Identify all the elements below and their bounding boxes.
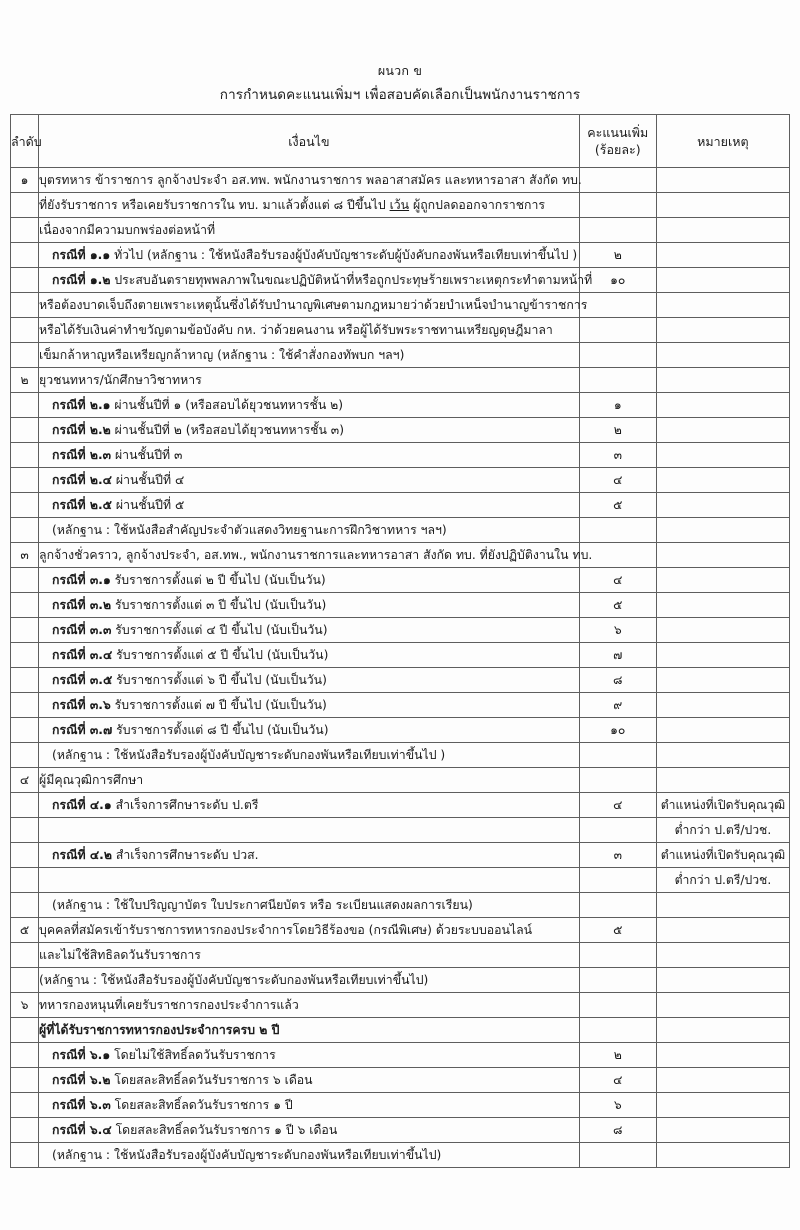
condition-text: โดยไม่ใช้สิทธิ์ลดวันรับราชการ (110, 1047, 276, 1062)
condition-cell (39, 818, 580, 843)
condition-text-underlined: เว้น (389, 197, 410, 212)
note-cell (656, 618, 789, 643)
condition-text: ทั่วไป (หลักฐาน : ใช้หนังสือรับรองผู้บังคับบัญชาระดับผู้บังคับกองพันหรือเทียบเท่าขึ้นไป ) (110, 247, 578, 262)
table-row (11, 1043, 790, 1068)
document-header (0, 0, 800, 105)
score-cell (579, 943, 656, 968)
row-number-cell (11, 718, 39, 743)
condition-case-label: กรณีที่ ๖.๑ (52, 1047, 111, 1062)
condition-cell (39, 593, 580, 618)
note-cell (656, 243, 789, 268)
condition-cell (39, 968, 580, 993)
row-number-cell (11, 318, 39, 343)
note-cell (656, 168, 789, 193)
note-cell (656, 768, 789, 793)
condition-text: และไม่ใช้สิทธิลดวันรับราชการ (39, 947, 201, 962)
condition-text-post: ผู้ถูกปลดออกจากราชการ (409, 197, 546, 212)
score-cell: ๖ (579, 618, 656, 643)
condition-cell (39, 268, 593, 293)
column-header-condition: เงื่อนไข (39, 115, 580, 168)
table-row (11, 218, 790, 243)
condition-text: ประสบอันตรายทุพพลภาพในขณะปฏิบัติหน้าที่หรือถูกประทุษร้ายเพราะเหตุกระทำตามหน้าที่ (110, 272, 593, 287)
table-row (11, 918, 790, 943)
condition-text: รับราชการตั้งแต่ ๘ ปี ขึ้นไป (นับเป็นวัน) (112, 722, 329, 737)
table-row (11, 518, 790, 543)
score-cell: ๒ (579, 1043, 656, 1068)
condition-case-label: กรณีที่ ๖.๔ (52, 1122, 112, 1137)
score-cell: ๒ (579, 243, 656, 268)
row-number-cell (11, 193, 39, 218)
table-row (11, 493, 790, 518)
condition-text: บุคคลที่สมัครเข้ารับราชการทหารกองประจำการโดยวิธีร้องขอ (กรณีพิเศษ) ด้วยระบบออนไลน์ (39, 922, 533, 937)
condition-text: บุตรทหาร ข้าราชการ ลูกจ้างประจำ อส.ทพ. พนักงานราชการ พลอาสาสมัคร และทหารอาสา สังกัด ทบ. (39, 172, 582, 187)
score-cell: ๔ (579, 793, 656, 818)
condition-text: (หลักฐาน : ใช้หนังสือรับรองผู้บังคับบัญชาระดับกองพันหรือเทียบเท่าขึ้นไป) (39, 972, 429, 987)
score-cell: ๕ (579, 493, 656, 518)
table-row (11, 693, 790, 718)
scoring-criteria-table (10, 114, 790, 1168)
condition-cell (39, 843, 580, 868)
condition-cell (39, 468, 580, 493)
score-cell: ๑ (579, 393, 656, 418)
score-cell (579, 343, 656, 368)
condition-case-label: กรณีที่ ๖.๓ (52, 1097, 111, 1112)
condition-case-label: กรณีที่ ๑.๑ (52, 247, 111, 262)
score-cell (579, 818, 656, 843)
condition-cell (39, 868, 580, 893)
table-row (11, 268, 790, 293)
condition-cell (39, 343, 580, 368)
condition-case-label: กรณีที่ ๑.๒ (52, 272, 111, 287)
row-number-cell (11, 393, 39, 418)
row-number-cell (11, 668, 39, 693)
condition-cell (39, 368, 580, 393)
table-row (11, 443, 790, 468)
score-cell (579, 218, 656, 243)
condition-text: เนื่องจากมีความบกพร่องต่อหน้าที่ (39, 222, 216, 237)
column-header-score-line2: (ร้อยละ) (594, 142, 641, 157)
row-number-cell (11, 818, 39, 843)
row-number-cell (11, 643, 39, 668)
row-number-cell (11, 518, 39, 543)
condition-case-label: กรณีที่ ๓.๒ (52, 597, 112, 612)
table-row (11, 743, 790, 768)
condition-cell (39, 193, 580, 218)
row-number-cell (11, 568, 39, 593)
score-cell: ๗ (579, 643, 656, 668)
table-row (11, 468, 790, 493)
condition-cell (39, 693, 580, 718)
condition-text: รับราชการตั้งแต่ ๕ ปี ขึ้นไป (นับเป็นวัน) (112, 647, 329, 662)
condition-text: โดยสละสิทธิ์ลดวันรับราชการ ๑ ปี (110, 1097, 293, 1112)
table-row (11, 1143, 790, 1168)
score-cell: ๔ (579, 1068, 656, 1093)
condition-text: โดยสละสิทธิ์ลดวันรับราชการ ๖ เดือน (110, 1072, 313, 1087)
condition-text: (หลักฐาน : ใช้หนังสือรับรองผู้บังคับบัญชาระดับกองพันหรือเทียบเท่าขึ้นไป) (52, 1147, 442, 1162)
condition-text: ผ่านชั้นปีที่ ๕ (111, 497, 185, 512)
condition-text: หรือได้รับเงินค่าทำขวัญตามข้อบังคับ กห. ว่าด้วยคนงาน หรือผู้ได้รับพระราชทานเหรียญดุษฎีมาลา (39, 322, 553, 337)
score-cell: ๘ (579, 1118, 656, 1143)
condition-text: รับราชการตั้งแต่ ๖ ปี ขึ้นไป (นับเป็นวัน) (112, 672, 327, 687)
table-row (11, 768, 790, 793)
note-cell (656, 743, 789, 768)
table-row (11, 593, 790, 618)
condition-case-label: กรณีที่ ๒.๔ (52, 472, 112, 487)
condition-text: สำเร็จการศึกษาระดับ ปวส. (111, 847, 259, 862)
score-cell (579, 868, 656, 893)
row-number-cell (11, 418, 39, 443)
condition-case-label: กรณีที่ ๔.๑ (52, 797, 112, 812)
row-number-cell (11, 443, 39, 468)
note-cell (656, 493, 789, 518)
condition-case-label: กรณีที่ ๓.๔ (52, 647, 113, 662)
condition-cell (39, 718, 580, 743)
score-cell (579, 368, 656, 393)
condition-cell (39, 418, 580, 443)
condition-case-label: กรณีที่ ๓.๗ (52, 722, 113, 737)
row-number-cell (11, 793, 39, 818)
condition-case-label: กรณีที่ ๓.๕ (52, 672, 113, 687)
condition-cell (39, 243, 580, 268)
table-row (11, 1118, 790, 1143)
note-cell (656, 918, 789, 943)
row-number-cell (11, 618, 39, 643)
column-header-note: หมายเหตุ (656, 115, 789, 168)
condition-cell (39, 943, 580, 968)
table-row (11, 193, 790, 218)
row-number-cell (11, 693, 39, 718)
condition-text: ลูกจ้างชั่วคราว, ลูกจ้างประจำ, อส.ทพ., พนักงานราชการและทหารอาสา สังกัด ทบ. ที่ยังปฏิบัติงานใน ทบ. (39, 547, 593, 562)
row-number-cell (11, 468, 39, 493)
condition-cell (39, 218, 580, 243)
row-number-cell: ๕ (11, 918, 39, 943)
table-row (11, 643, 790, 668)
condition-text: รับราชการตั้งแต่ ๗ ปี ขึ้นไป (นับเป็นวัน) (110, 697, 327, 712)
table-row (11, 318, 790, 343)
row-number-cell (11, 268, 39, 293)
score-cell (579, 1018, 656, 1043)
condition-text: ผ่านชั้นปีที่ ๑ (หรือสอบได้ยุวชนทหารชั้น ๒) (110, 397, 344, 412)
condition-cell (39, 618, 580, 643)
condition-case-label: กรณีที่ ๒.๓ (52, 447, 112, 462)
score-cell (579, 768, 656, 793)
condition-case-label: กรณีที่ ๓.๓ (52, 622, 112, 637)
row-number-cell: ๑ (11, 168, 39, 193)
score-cell (579, 968, 656, 993)
row-number-cell (11, 1143, 39, 1168)
row-number-cell: ๔ (11, 768, 39, 793)
score-cell (579, 743, 656, 768)
condition-cell (39, 893, 580, 918)
condition-cell (39, 768, 580, 793)
condition-cell (39, 168, 580, 193)
condition-text: (หลักฐาน : ใช้หนังสือสำคัญประจำตัวแสดงวิทยฐานะการฝึกวิชาทหาร ฯลฯ) (52, 522, 447, 537)
table-row (11, 893, 790, 918)
score-cell: ๕ (579, 918, 656, 943)
score-cell (579, 318, 656, 343)
table-row (11, 1093, 790, 1118)
row-number-cell (11, 1093, 39, 1118)
condition-cell (39, 1118, 580, 1143)
condition-text: รับราชการตั้งแต่ ๒ ปี ขึ้นไป (นับเป็นวัน) (110, 572, 326, 587)
condition-cell (39, 793, 580, 818)
note-cell (656, 518, 789, 543)
score-cell (579, 893, 656, 918)
score-cell (579, 993, 656, 1018)
table-row (11, 368, 790, 393)
condition-case-label: กรณีที่ ๒.๑ (52, 397, 111, 412)
table-row (11, 793, 790, 818)
condition-case-label: ผู้ที่ได้รับราชการทหารกองประจำการครบ ๒ ปี (39, 1022, 280, 1037)
row-number-cell (11, 868, 39, 893)
condition-case-label: กรณีที่ ๓.๑ (52, 572, 111, 587)
note-cell (656, 393, 789, 418)
condition-cell (39, 1093, 580, 1118)
condition-cell (39, 1043, 580, 1068)
column-header-score-line1: คะแนนเพิ่ม (587, 125, 649, 140)
score-cell: ๔ (579, 568, 656, 593)
note-cell (656, 418, 789, 443)
row-number-cell (11, 893, 39, 918)
score-cell (579, 1143, 656, 1168)
score-cell: ๔ (579, 468, 656, 493)
score-cell (579, 168, 656, 193)
condition-cell (39, 318, 580, 343)
row-number-cell (11, 218, 39, 243)
note-cell (656, 943, 789, 968)
row-number-cell (11, 843, 39, 868)
row-number-cell (11, 493, 39, 518)
condition-text: (หลักฐาน : ใช้หนังสือรับรองผู้บังคับบัญชาระดับกองพันหรือเทียบเท่าขึ้นไป ) (52, 747, 446, 762)
note-cell: ตำแหน่งที่เปิดรับคุณวุฒิ (656, 793, 789, 818)
note-cell (656, 1018, 789, 1043)
table-header-row (11, 115, 790, 168)
score-cell: ๑๐ (579, 268, 656, 293)
note-cell (656, 693, 789, 718)
note-cell (656, 968, 789, 993)
condition-text: หรือต้องบาดเจ็บถึงตายเพราะเหตุนั้นซึ่งได้รับบำนาญพิเศษตามกฎหมายว่าด้วยบำเหน็จบำนาญข้าราชการ (39, 297, 588, 312)
row-number-cell (11, 593, 39, 618)
note-cell (656, 443, 789, 468)
table-row (11, 1018, 790, 1043)
score-cell: ๖ (579, 1093, 656, 1118)
table-row (11, 993, 790, 1018)
note-cell (656, 668, 789, 693)
condition-text: รับราชการตั้งแต่ ๓ ปี ขึ้นไป (นับเป็นวัน) (111, 597, 327, 612)
note-cell (656, 368, 789, 393)
note-cell (656, 468, 789, 493)
condition-cell (39, 1068, 580, 1093)
score-cell: ๙ (579, 693, 656, 718)
table-body (11, 168, 790, 1168)
note-cell (656, 193, 789, 218)
table-row (11, 818, 790, 843)
note-cell (656, 718, 789, 743)
condition-case-label: กรณีที่ ๒.๒ (52, 422, 111, 437)
row-number-cell (11, 1118, 39, 1143)
condition-cell (39, 1018, 580, 1043)
row-number-cell (11, 968, 39, 993)
condition-text: ผู้มีคุณวุฒิการศึกษา (39, 772, 144, 787)
note-cell (656, 1143, 789, 1168)
condition-cell (39, 543, 593, 568)
table-row (11, 843, 790, 868)
condition-cell (39, 393, 580, 418)
condition-text-pre: ที่ยังรับราชการ หรือเคยรับราชการใน ทบ. มาแล้วตั้งแต่ ๘ ปีขึ้นไป (39, 197, 390, 212)
table-row (11, 343, 790, 368)
condition-cell (39, 518, 580, 543)
condition-cell (39, 1143, 580, 1168)
table-row (11, 618, 790, 643)
note-cell (656, 293, 789, 318)
score-cell: ๑๐ (579, 718, 656, 743)
row-number-cell (11, 943, 39, 968)
condition-case-label: กรณีที่ ๔.๒ (52, 847, 112, 862)
note-cell (656, 593, 789, 618)
table-row (11, 943, 790, 968)
score-cell (579, 518, 656, 543)
note-cell (656, 643, 789, 668)
note-cell (656, 268, 789, 293)
note-cell: ต่ำกว่า ป.ตรี/ปวช. (656, 868, 789, 893)
row-number-cell (11, 293, 39, 318)
row-number-cell (11, 1068, 39, 1093)
note-cell (656, 1118, 789, 1143)
score-cell (579, 193, 656, 218)
note-cell (656, 993, 789, 1018)
table-row (11, 168, 790, 193)
note-cell (656, 1093, 789, 1118)
row-number-cell: ๒ (11, 368, 39, 393)
condition-text: ผ่านชั้นปีที่ ๓ (111, 447, 183, 462)
condition-cell (39, 743, 580, 768)
condition-text: ผ่านชั้นปีที่ ๔ (111, 472, 185, 487)
table-header (11, 115, 790, 168)
score-cell: ๓ (579, 443, 656, 468)
condition-text: (หลักฐาน : ใช้ใบปริญญาบัตร ใบประกาศนียบัตร หรือ ระเบียนแสดงผลการเรียน) (52, 897, 473, 912)
table-row (11, 1068, 790, 1093)
score-cell: ๕ (579, 593, 656, 618)
row-number-cell: ๓ (11, 543, 39, 568)
condition-cell (39, 993, 580, 1018)
row-number-cell (11, 243, 39, 268)
table-row (11, 543, 790, 568)
note-cell (656, 893, 789, 918)
note-cell: ต่ำกว่า ป.ตรี/ปวช. (656, 818, 789, 843)
condition-cell (39, 918, 580, 943)
score-cell: ๒ (579, 418, 656, 443)
note-cell (656, 543, 789, 568)
row-number-cell (11, 1043, 39, 1068)
table-row (11, 868, 790, 893)
note-cell (656, 218, 789, 243)
table-row (11, 293, 790, 318)
condition-cell (39, 643, 580, 668)
condition-cell (39, 568, 580, 593)
note-cell (656, 1043, 789, 1068)
column-header-score (579, 115, 656, 168)
note-cell (656, 343, 789, 368)
score-cell (579, 293, 656, 318)
condition-text: รับราชการตั้งแต่ ๔ ปี ขึ้นไป (นับเป็นวัน) (111, 622, 328, 637)
condition-text: เข็มกล้าหาญหรือเหรียญกล้าหาญ (หลักฐาน : ใช้คำสั่งกองทัพบก ฯลฯ) (39, 347, 405, 362)
table-row (11, 718, 790, 743)
table-row (11, 968, 790, 993)
score-cell: ๘ (579, 668, 656, 693)
table-row (11, 393, 790, 418)
condition-text: ยุวชนทหาร/นักศึกษาวิชาทหาร (39, 372, 202, 387)
condition-cell (39, 668, 580, 693)
condition-cell (39, 443, 580, 468)
score-cell: ๓ (579, 843, 656, 868)
note-cell: ตำแหน่งที่เปิดรับคุณวุฒิ (656, 843, 789, 868)
row-number-cell (11, 1018, 39, 1043)
condition-case-label: กรณีที่ ๓.๖ (52, 697, 111, 712)
condition-text: โดยสละสิทธิ์ลดวันรับราชการ ๑ ปี ๖ เดือน (111, 1122, 338, 1137)
note-cell (656, 1068, 789, 1093)
table-row (11, 418, 790, 443)
annex-label: ผนวก ข (377, 63, 423, 78)
table-row (11, 243, 790, 268)
condition-cell (39, 493, 580, 518)
condition-cell (39, 293, 588, 318)
table-row (11, 668, 790, 693)
table-row (11, 568, 790, 593)
condition-text: สำเร็จการศึกษาระดับ ป.ตรี (111, 797, 259, 812)
row-number-cell (11, 743, 39, 768)
row-number-cell: ๖ (11, 993, 39, 1018)
condition-case-label: กรณีที่ ๒.๕ (52, 497, 112, 512)
note-cell (656, 568, 789, 593)
condition-text: ผ่านชั้นปีที่ ๒ (หรือสอบได้ยุวชนทหารชั้น ๓) (110, 422, 344, 437)
row-number-cell (11, 343, 39, 368)
page-title: การกำหนดคะแนนเพิ่มฯ เพื่อสอบคัดเลือกเป็นพนักงานราชการ (219, 87, 581, 103)
condition-text: ทหารกองหนุนที่เคยรับราชการกองประจำการแล้ว (39, 997, 299, 1012)
column-header-no: ลำดับ (11, 115, 39, 168)
note-cell (656, 318, 789, 343)
condition-case-label: กรณีที่ ๖.๒ (52, 1072, 111, 1087)
